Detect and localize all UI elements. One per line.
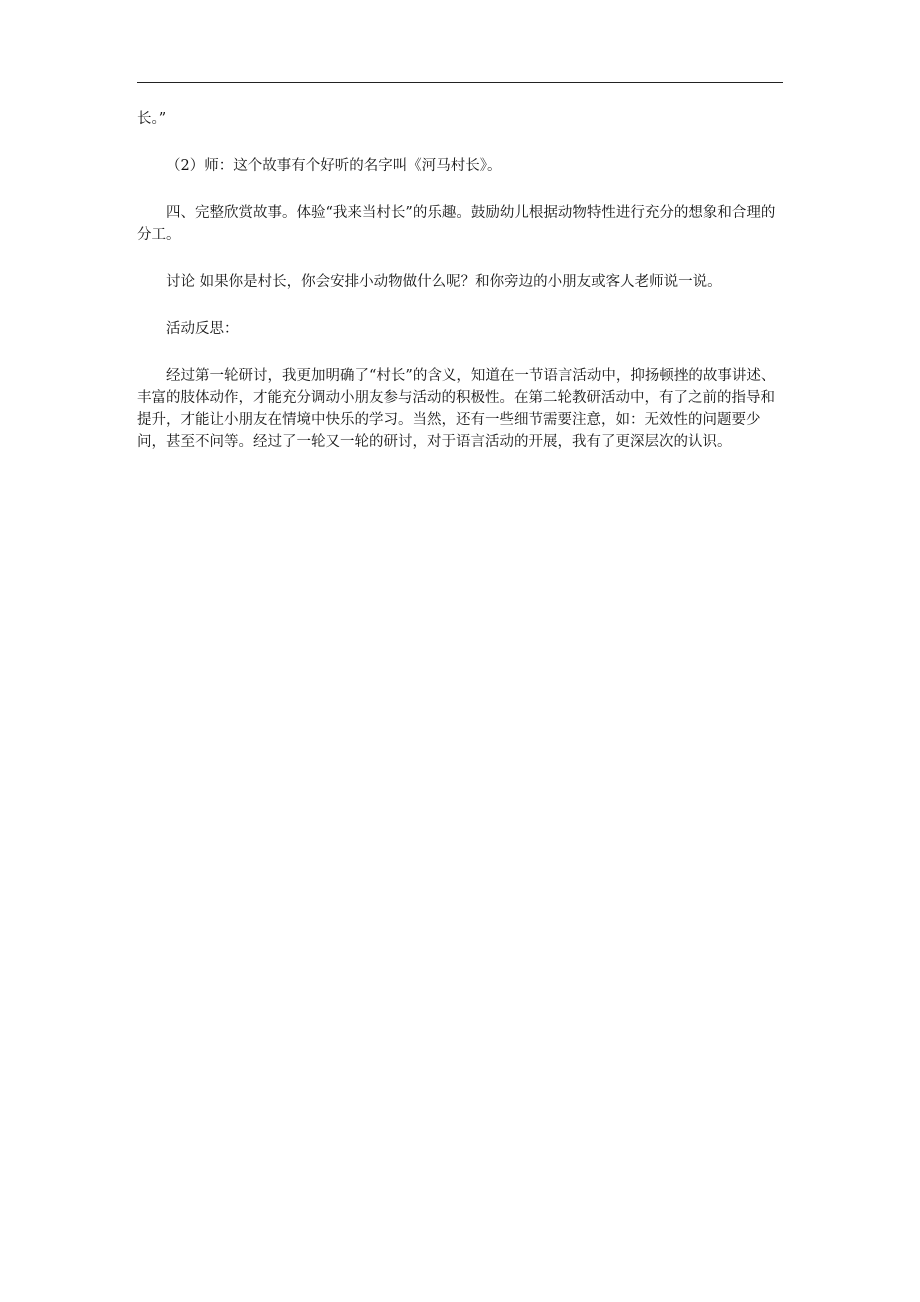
paragraph-section-four: 四、完整欣赏故事。体验“我来当村长”的乐趣。鼓励幼儿根据动物特性进行充分的想象和合理的分工。 bbox=[137, 205, 776, 243]
paragraph-continuation: 长。” bbox=[137, 111, 167, 127]
header-rule bbox=[137, 82, 783, 83]
paragraph-discussion: 讨论 如果你是村长，你会安排小动物做什么呢？和你旁边的小朋友或客人老师说一说。 bbox=[166, 274, 722, 290]
document-body bbox=[137, 108, 783, 478]
paragraph-reflection-body: 经过第一轮研讨，我更加明确了“村长”的含义，知道在一节语言活动中，抑扬顿挫的故事讲述、丰富的肢体动作，才能充分调动小朋友参与活动的积极性。在第二轮教研活动中，有了之前的指导和提升，才能让小朋友在情境中快乐的学习。当然，还有一些细节需要注意，如：无效性的问题要少问，甚至不问等。经过了一轮又一轮的研讨，对于语言活动的开展，我有了更深层次的认识。 bbox=[137, 368, 776, 450]
paragraph-reflection-heading: 活动反思： bbox=[166, 321, 239, 337]
paragraph-story-name: （2）师：这个故事有个好听的名字叫《河马村长》。 bbox=[166, 158, 502, 174]
